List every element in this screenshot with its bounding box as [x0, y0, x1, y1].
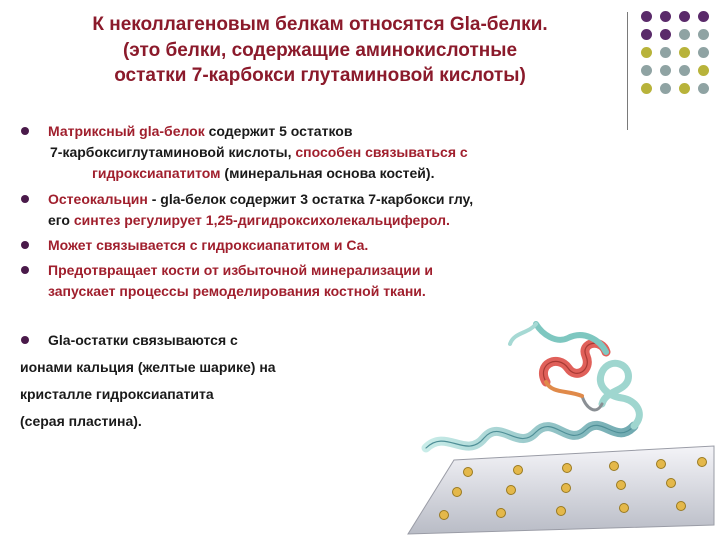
- text-span: Gla-остатки связываются с: [48, 332, 238, 348]
- text-span: (серая пластина).: [20, 413, 142, 429]
- text-span: содержит 5 остатков: [204, 123, 353, 139]
- protein-ribbon: [426, 324, 639, 448]
- highlight-span: гидроксиапатитом: [92, 165, 221, 181]
- text-span: его: [48, 212, 74, 228]
- text-span: (минеральная основа костей).: [220, 165, 435, 181]
- bullet-matrix-gla-cont: [20, 142, 690, 163]
- bullet-icon: [21, 195, 29, 203]
- text-span: - gla-белок содержит 3 остатка 7-карбокси глу,: [147, 191, 474, 207]
- title-line-2: (это белки, содержащие аминокислотные: [122, 39, 518, 61]
- protein-structure-illustration: [396, 320, 718, 538]
- bullet-icon: [21, 266, 29, 274]
- highlight-span: синтез регулирует 1,25-дигидроксихолекальциферол.: [73, 212, 450, 228]
- highlight-span: запускает процессы ремоделирования костной ткани.: [48, 283, 426, 299]
- text-span: 7-карбоксиглутаминовой кислоты,: [50, 144, 296, 160]
- decorative-dot-grid: [637, 11, 717, 111]
- bullet-icon: [21, 336, 29, 344]
- title-line-3: остатки 7-карбокси глутаминовой кислоты): [114, 65, 526, 86]
- term-osteocalcin: Остеокальцин: [48, 191, 148, 207]
- term-matrix-gla: Матриксный gla-белок: [48, 123, 205, 139]
- slide-title: [20, 12, 620, 89]
- bullet-matrix-gla-cont2: [20, 163, 690, 184]
- text-span: ионами кальция (желтые шарике) на: [20, 359, 276, 375]
- bullet-matrix-gla: [20, 121, 690, 142]
- bullet-icon: [21, 127, 29, 135]
- bullet-osteocalcin: [20, 189, 690, 231]
- bullet-icon: [21, 241, 29, 249]
- highlight-span: Предотвращает кости от избыточной минерализации и: [48, 262, 433, 278]
- highlight-span: Может связывается с гидроксиапатитом и Са.: [48, 237, 369, 253]
- bullet-mineralization: [20, 260, 690, 302]
- text-span: кристалле гидроксиапатита: [20, 386, 214, 402]
- title-line-1: К неколлагеновым белкам относятся Gla-белки.: [92, 14, 548, 35]
- highlight-span: способен связываться с: [295, 144, 468, 160]
- title-divider: [627, 12, 628, 130]
- bullet-hydroxyapatite: [20, 235, 690, 256]
